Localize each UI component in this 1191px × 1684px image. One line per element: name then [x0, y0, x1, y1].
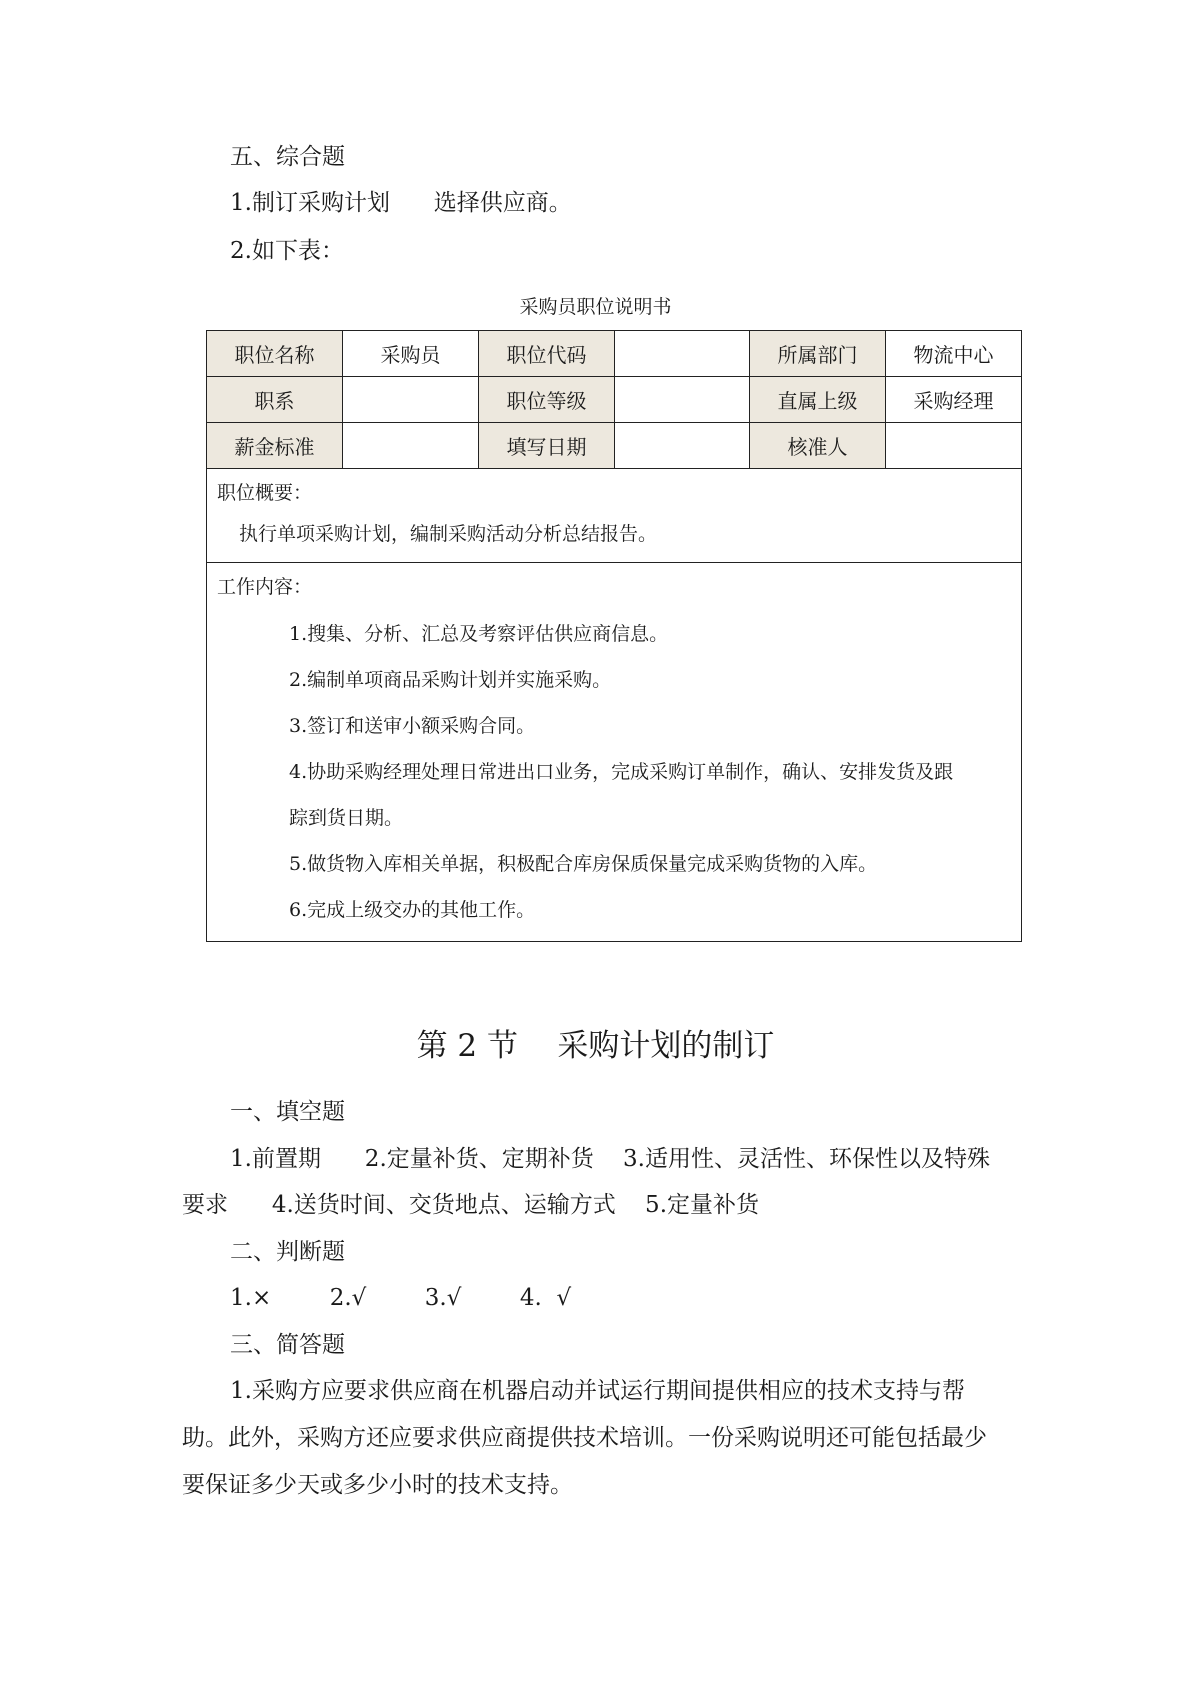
list-item: 5.做货物入库相关单据，积极配合库房保质保量完成采购货物的入库。: [289, 853, 878, 875]
list-item: 3.签订和送审小额采购合同。: [289, 715, 536, 737]
work-title: 工作内容：: [217, 576, 313, 598]
part5-heading: 五、综合题: [230, 144, 345, 170]
table-cell: 物流中心: [886, 331, 1022, 377]
table-caption: 采购员职位说明书: [519, 296, 672, 318]
table-row: [207, 331, 1022, 377]
table-cell: [343, 423, 479, 469]
fill-line-2: 要求 4.送货时间、交货地点、运输方式 5.定量补货: [182, 1192, 759, 1218]
summary-text: 执行单项采购计划，编制采购活动分析总结报告。: [239, 523, 658, 545]
section-title: 第 2 节 采购计划的制订: [416, 1028, 775, 1064]
summary-cell: [207, 469, 1022, 563]
table-cell: [615, 377, 750, 423]
work-item-list: [207, 611, 1021, 933]
table-cell: [343, 377, 479, 423]
table-row: [207, 377, 1022, 423]
part5-line-2: 2.如下表：: [230, 238, 344, 264]
table-row: [207, 423, 1022, 469]
short-line-1: 1.采购方应要求供应商在机器启动并试运行期间提供相应的技术支持与帮: [230, 1378, 965, 1404]
table-cell: [615, 423, 750, 469]
short-heading: 三、简答题: [230, 1332, 345, 1358]
short-line-3: 要保证多少天或多少小时的技术支持。: [182, 1472, 573, 1498]
table-cell: 核准人: [750, 423, 886, 469]
judge-line: 1.× 2.√ 3.√ 4. √: [230, 1285, 572, 1311]
fill-line-1: 1.前置期 2.定量补货、定期补货 3.适用性、灵活性、环保性以及特殊: [230, 1146, 990, 1172]
table-cell: 职系: [207, 377, 343, 423]
table-cell: 所属部门: [750, 331, 886, 377]
table-cell: 采购经理: [886, 377, 1022, 423]
work-row: [207, 563, 1022, 942]
table-cell: 职位名称: [207, 331, 343, 377]
short-line-2: 助。此外，采购方还应要求供应商提供技术培训。一份采购说明还可能包括最少: [182, 1425, 987, 1451]
table-cell: 采购员: [343, 331, 479, 377]
summary-row: [207, 469, 1022, 563]
table-cell: [615, 331, 750, 377]
table-cell: 薪金标准: [207, 423, 343, 469]
list-item: 1.搜集、分析、汇总及考察评估供应商信息。: [289, 623, 669, 645]
work-cell: [207, 563, 1022, 942]
job-description-table: [206, 330, 1022, 942]
table-cell: 填写日期: [479, 423, 615, 469]
table-cell: 职位代码: [479, 331, 615, 377]
list-item: 2.编制单项商品采购计划并实施采购。: [289, 669, 612, 691]
list-item: 6.完成上级交办的其他工作。: [289, 899, 536, 921]
judge-heading: 二、判断题: [230, 1239, 345, 1265]
table-cell: [886, 423, 1022, 469]
list-item: 踪到货日期。: [289, 807, 404, 829]
list-item: 4.协助采购经理处理日常进出口业务，完成采购订单制作，确认、安排发货及跟: [289, 761, 954, 783]
fill-heading: 一、填空题: [230, 1099, 345, 1125]
table-cell: 职位等级: [479, 377, 615, 423]
part5-line-1: 1.制订采购计划 选择供应商。: [230, 190, 572, 216]
summary-title: 职位概要：: [217, 482, 313, 504]
table-cell: 直属上级: [750, 377, 886, 423]
